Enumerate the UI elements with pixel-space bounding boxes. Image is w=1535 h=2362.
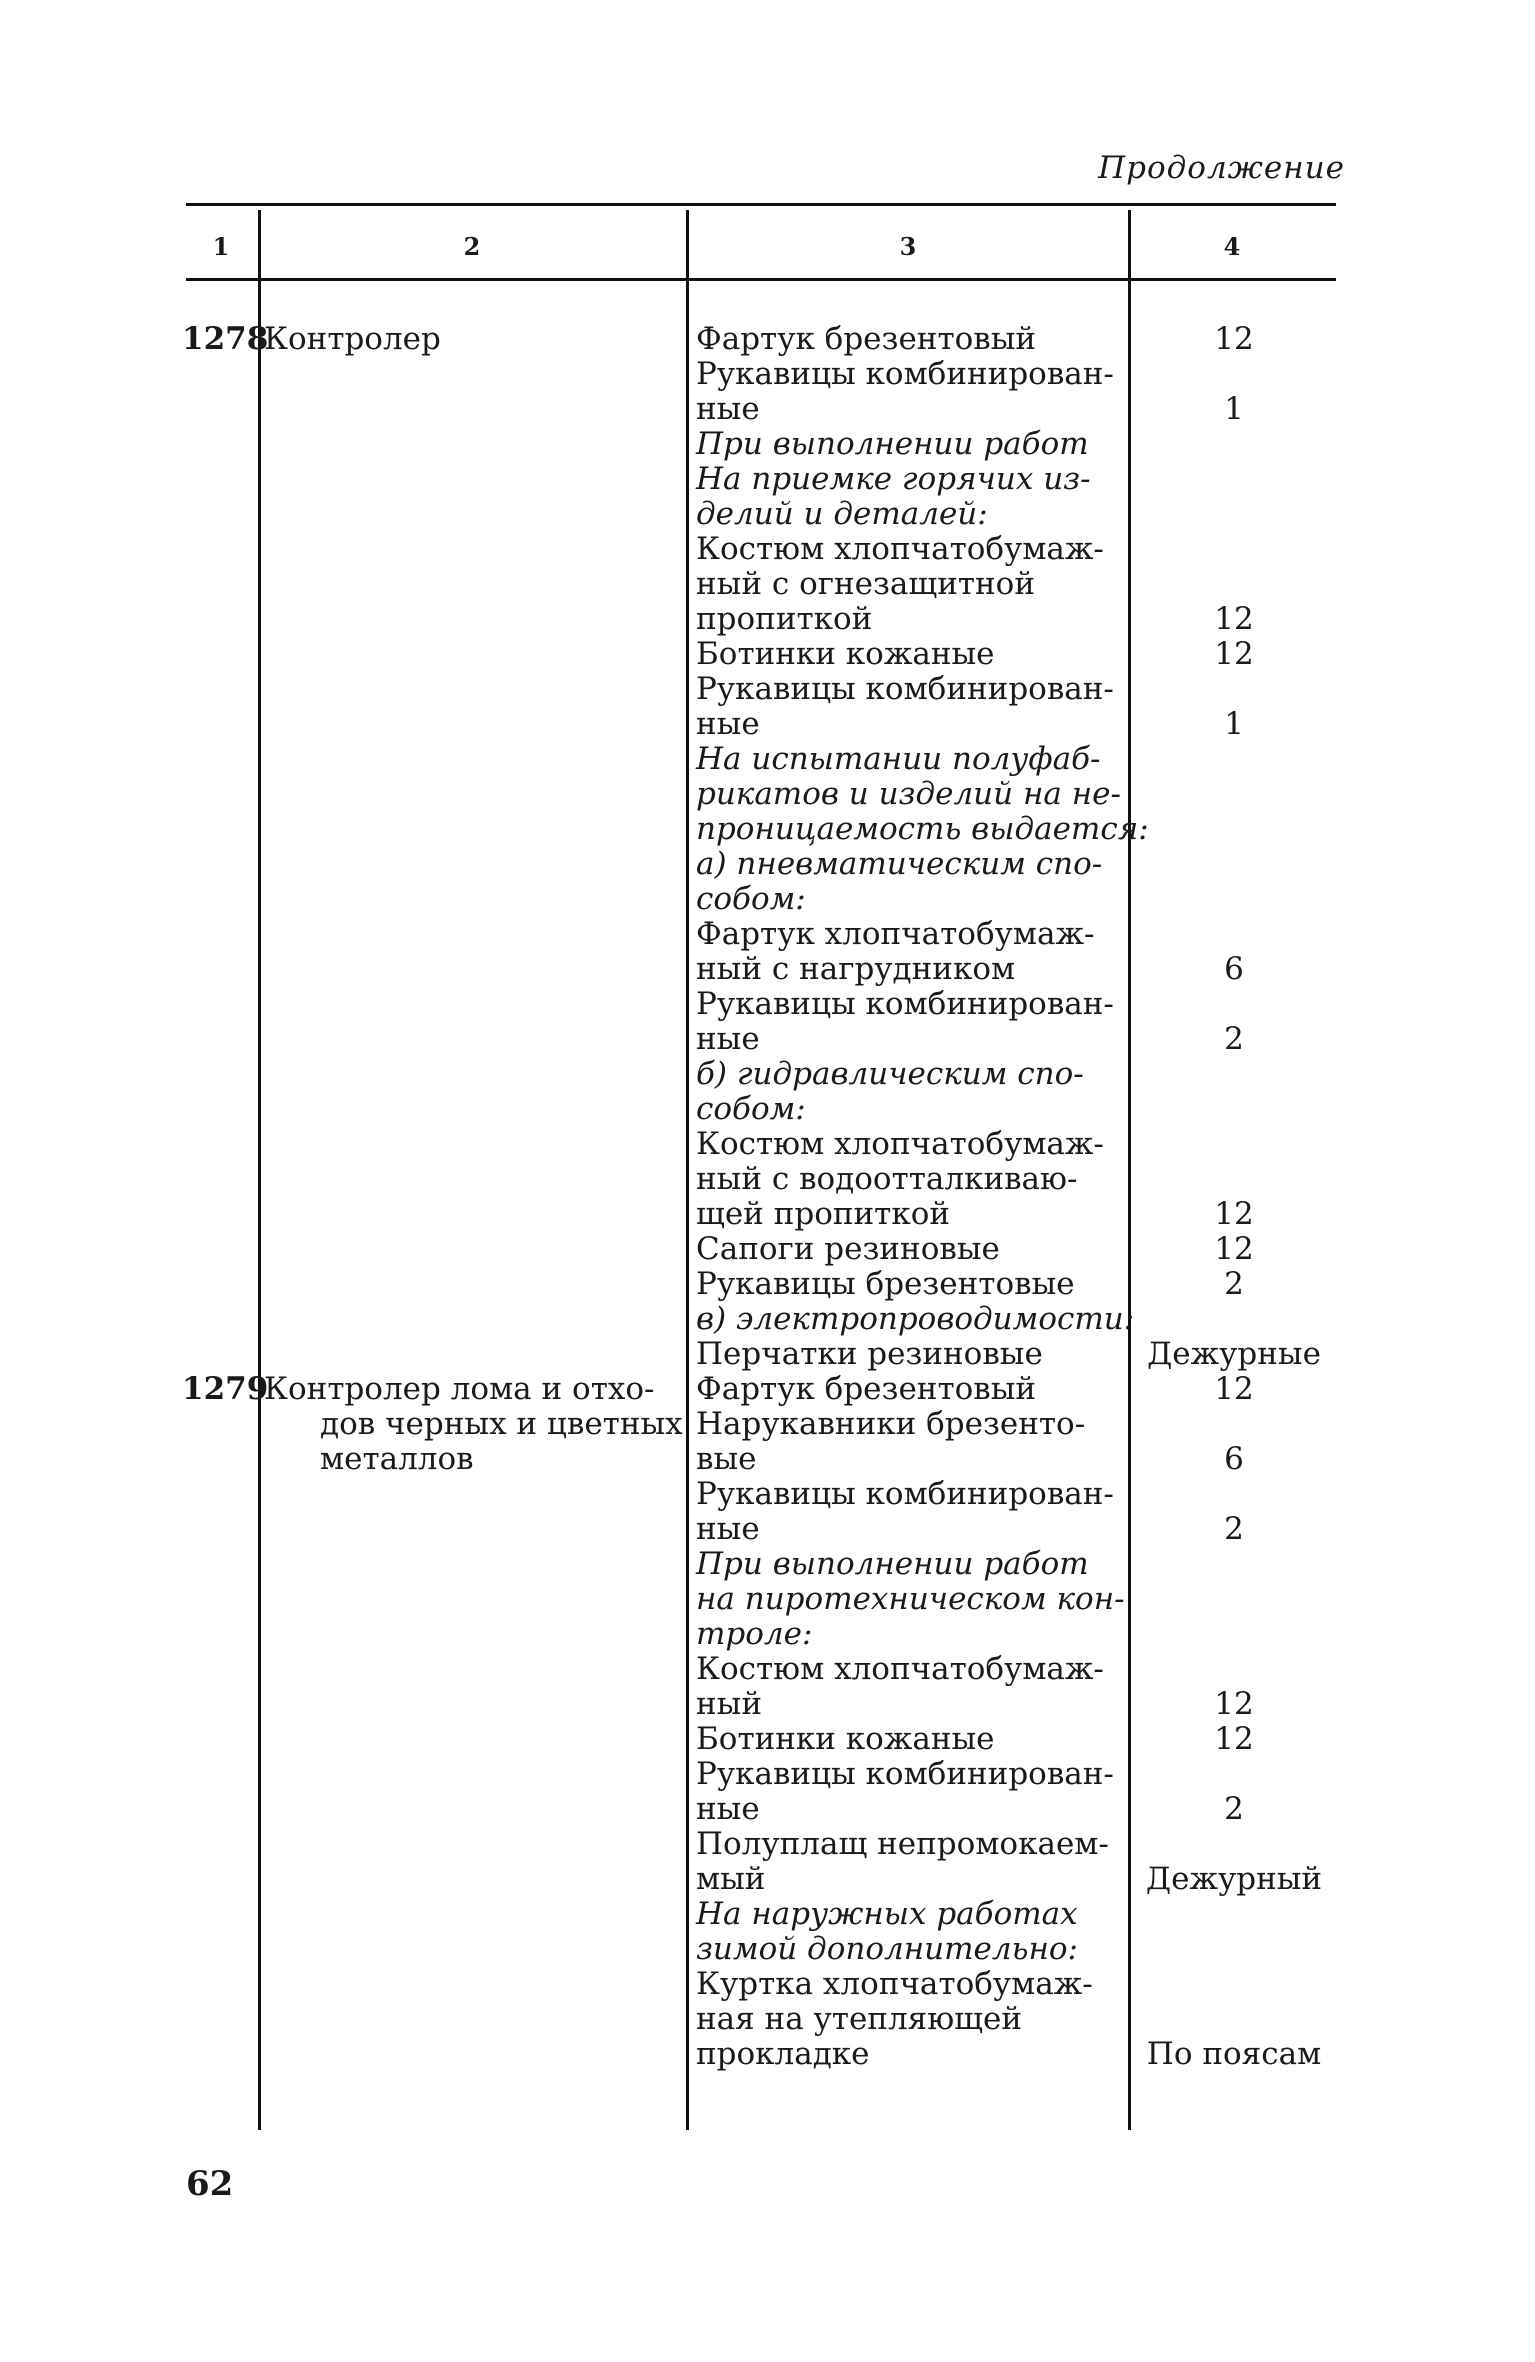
column-header-4: 4 (1223, 232, 1241, 261)
condition-heading-line: а) пневматическим спо- (696, 846, 1103, 882)
column-header-3: 3 (899, 232, 917, 261)
profession-line: Контролер (264, 321, 441, 357)
item-line: Рукавицы комбинирован- (696, 1756, 1114, 1792)
wear-period-value: 6 (1224, 1441, 1244, 1477)
profession-line: Контролер лома и отхо- (264, 1371, 655, 1407)
item-line: Полуплащ непромокаем- (696, 1826, 1109, 1862)
profession-line: металлов (320, 1441, 474, 1477)
condition-heading-line: зимой дополнительно: (696, 1931, 1079, 1967)
condition-heading-line: При выполнении работ (696, 1546, 1089, 1582)
wear-period-value: 12 (1214, 1686, 1254, 1722)
item-line: Нарукавники брезенто- (696, 1406, 1086, 1442)
wear-period-value: 2 (1224, 1266, 1244, 1302)
column-divider-2 (686, 210, 689, 2130)
item-line: ные (696, 706, 760, 742)
condition-heading-line: рикатов и изделий на не- (696, 776, 1121, 812)
wear-period-value: 12 (1214, 1721, 1254, 1757)
wear-period-value: 12 (1214, 321, 1254, 357)
column-header-1: 1 (212, 232, 230, 261)
item-line: Костюм хлопчатобумаж- (696, 1126, 1104, 1162)
item-line: прокладке (696, 2036, 870, 2072)
column-divider-1 (258, 210, 261, 2130)
item-line: Сапоги резиновые (696, 1231, 1000, 1267)
item-line: Ботинки кожаные (696, 1721, 995, 1757)
wear-period-value: Дежурный (1145, 1861, 1323, 1897)
condition-heading-line: делий и деталей: (696, 496, 988, 532)
wear-period-value: 12 (1214, 1196, 1254, 1232)
condition-heading-line: При выполнении работ (696, 426, 1089, 462)
item-line: Рукавицы комбинирован- (696, 356, 1114, 392)
item-line: ный с огнезащитной (696, 566, 1035, 602)
item-line: ный (696, 1686, 762, 1722)
item-line: Рукавицы комбинирован- (696, 671, 1114, 707)
item-line: Рукавицы брезентовые (696, 1266, 1075, 1302)
wear-period-value: 2 (1224, 1511, 1244, 1547)
column-divider-3 (1128, 210, 1131, 2130)
wear-period-value: 2 (1224, 1791, 1244, 1827)
item-line: ный с водоотталкиваю- (696, 1161, 1078, 1197)
item-line: ные (696, 1791, 760, 1827)
item-line: ные (696, 391, 760, 427)
item-line: Фартук брезентовый (696, 1371, 1037, 1407)
item-line: ный с нагрудником (696, 951, 1016, 987)
page-number: 62 (186, 2164, 234, 2204)
item-line: ные (696, 1511, 760, 1547)
item-line: пропиткой (696, 601, 873, 637)
condition-heading-line: собом: (696, 1091, 806, 1127)
item-line: щей пропиткой (696, 1196, 951, 1232)
wear-period-value: По поясам (1146, 2036, 1322, 2072)
continuation-label: Продолжение (1098, 150, 1345, 186)
condition-heading-line: на пиротехническом кон- (696, 1581, 1125, 1617)
wear-period-value: Дежурные (1147, 1336, 1321, 1372)
wear-period-value: 1 (1224, 391, 1244, 427)
wear-period-value: 12 (1214, 636, 1254, 672)
condition-heading-line: На наружных работах (696, 1896, 1078, 1932)
wear-period-value: 2 (1224, 1021, 1244, 1057)
wear-period-value: 12 (1214, 1371, 1254, 1407)
item-line: Костюм хлопчатобумаж- (696, 1651, 1104, 1687)
item-line: ные (696, 1021, 760, 1057)
item-line: Рукавицы комбинирован- (696, 986, 1114, 1022)
item-line: Рукавицы комбинирован- (696, 1476, 1114, 1512)
wear-period-value: 6 (1224, 951, 1244, 987)
row-number: 1278 (182, 321, 269, 357)
condition-heading-line: собом: (696, 881, 806, 917)
condition-heading-line: На приемке горячих из- (696, 461, 1091, 497)
condition-heading-line: проницаемость выдается: (696, 811, 1149, 847)
item-line: Костюм хлопчатобумаж- (696, 531, 1104, 567)
condition-heading-line: б) гидравлическим спо- (696, 1056, 1084, 1092)
item-line: Ботинки кожаные (696, 636, 995, 672)
condition-heading-line: троле: (696, 1616, 813, 1652)
condition-heading-line: в) электропроводимости: (696, 1301, 1135, 1337)
item-line: Фартук хлопчатобумаж- (696, 916, 1095, 952)
item-line: мый (696, 1861, 766, 1897)
table-top-rule (186, 203, 1336, 206)
item-line: вые (696, 1441, 757, 1477)
wear-period-value: 12 (1214, 601, 1254, 637)
item-line: Фартук брезентовый (696, 321, 1037, 357)
column-header-2: 2 (463, 232, 481, 261)
profession-line: дов черных и цветных (320, 1406, 683, 1442)
wear-period-value: 12 (1214, 1231, 1254, 1267)
item-line: Перчатки резиновые (696, 1336, 1043, 1372)
item-line: Куртка хлопчатобумаж- (696, 1966, 1093, 2002)
item-line: ная на утепляющей (696, 2001, 1023, 2037)
row-number: 1279 (182, 1371, 269, 1407)
header-bottom-rule (186, 278, 1336, 281)
wear-period-value: 1 (1224, 706, 1244, 742)
condition-heading-line: На испытании полуфаб- (696, 741, 1101, 777)
